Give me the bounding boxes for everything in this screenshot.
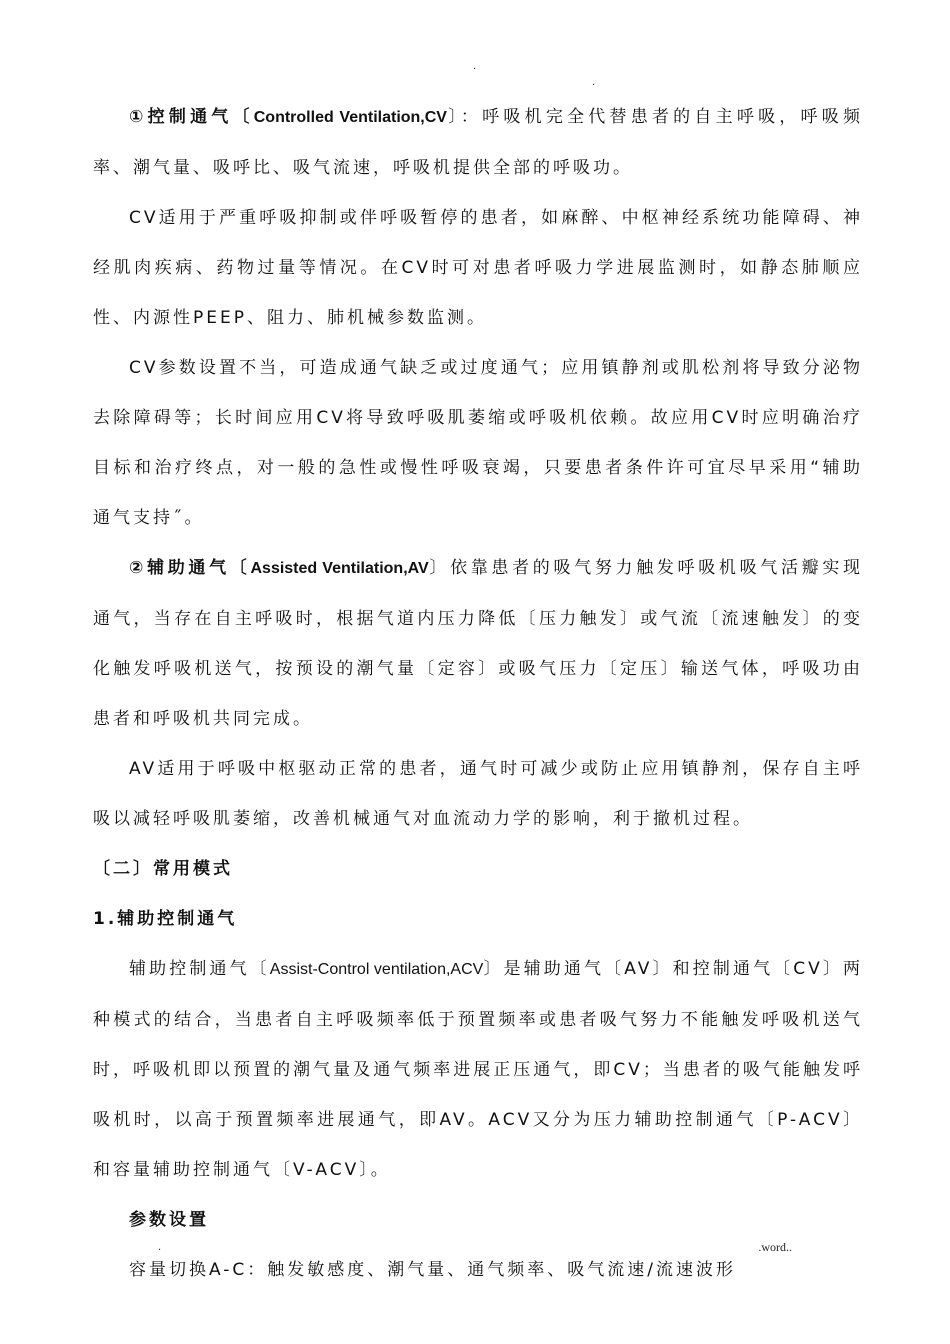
params-heading: 参数设置 bbox=[129, 1210, 209, 1230]
header-dot-2: . bbox=[592, 77, 596, 88]
cv-definition-text: 〕：呼吸机完全代替患者的自主呼吸，呼吸频率、潮气量、吸呼比、吸气流速，呼吸机提供全部的呼吸功。 bbox=[93, 107, 863, 178]
paragraph-av-usage: AV适用于呼吸中枢驱动正常的患者，通气时可减少或防止应用镇静剂，保存自主呼吸以减轻呼吸肌萎缩，改善机械通气对血流动力学的影响，利于撤机过程。 bbox=[93, 759, 863, 829]
paragraph-cv-definition bbox=[93, 92, 863, 193]
av-definition-text: 〕依靠患者的吸气努力触发呼吸机吸气活瓣实现通气，当存在自主呼吸时，根据气道内压力降低〔压力触发〕或气流〔流速触发〕的变化触发呼吸机送气，按预设的潮气量〔定容〕或吸气压力〔定压〕输送气体，呼吸功由患者和呼吸机共同完成。 bbox=[93, 558, 863, 729]
acv-intro-a: 辅助控制通气〔 bbox=[129, 959, 270, 979]
footer-word-label: .word.. bbox=[758, 1240, 792, 1254]
paragraph-acv-definition bbox=[93, 944, 863, 1195]
acv-term: Assist-Control ventilation,ACV bbox=[269, 961, 484, 978]
paragraph-cv-usage: CV适用于严重呼吸抑制或伴呼吸暂停的患者，如麻醉、中枢神经系统功能障碍、神经肌肉疾病、药物过量等情况。在CV时可对患者呼吸力学进展监测时，如静态肺顺应性、内源性PEEP、阻力、肺机械参数监测。 bbox=[93, 208, 863, 328]
header-dot-1: . bbox=[473, 61, 477, 72]
section-heading-common-modes: 〔二〕常用模式 bbox=[93, 859, 233, 879]
document-body bbox=[93, 92, 863, 1295]
paragraph-cv-risk: CV参数设置不当，可造成通气缺乏或过度通气；应用镇静剂或肌松剂将导致分泌物去除障碍等；长时间应用CV将导致呼吸肌萎缩或呼吸机依赖。故应用CV时应明确治疗目标和治疗终点，对一般的急性或慢性呼吸衰竭，只要患者条件许可宜尽早采用“辅助通气支持˝。 bbox=[93, 358, 863, 528]
subsection-heading-acv: 1.辅助控制通气 bbox=[93, 909, 238, 929]
cv-term: Controlled Ventilation,CV bbox=[253, 109, 447, 126]
av-title: ②辅助通气〔 bbox=[129, 558, 251, 578]
av-term: Assisted Ventilation,AV bbox=[250, 560, 429, 577]
acv-intro-b: 〕是辅助通气〔AV〕和控制通气〔CV〕两种模式的结合，当患者自主呼吸频率低于预置频率或患者吸气努力不能触发呼吸机送气时，呼吸机即以预置的潮气量及通气频率进展正压通气，即CV；当患者的吸气能触发呼吸机时，以高于预置频率进展通气，即AV。ACV又分为压力辅助控制通气〔P-ACV〕和容量辅助控制通气〔V-ACV〕。 bbox=[93, 959, 864, 1180]
footer-dot: . bbox=[158, 1242, 162, 1253]
paragraph-av-definition bbox=[93, 543, 863, 744]
cv-title: ①控制通气〔 bbox=[129, 107, 254, 127]
params-line: 容量切换A-C：触发敏感度、潮气量、通气频率、吸气流速/流速波形 bbox=[129, 1260, 736, 1280]
